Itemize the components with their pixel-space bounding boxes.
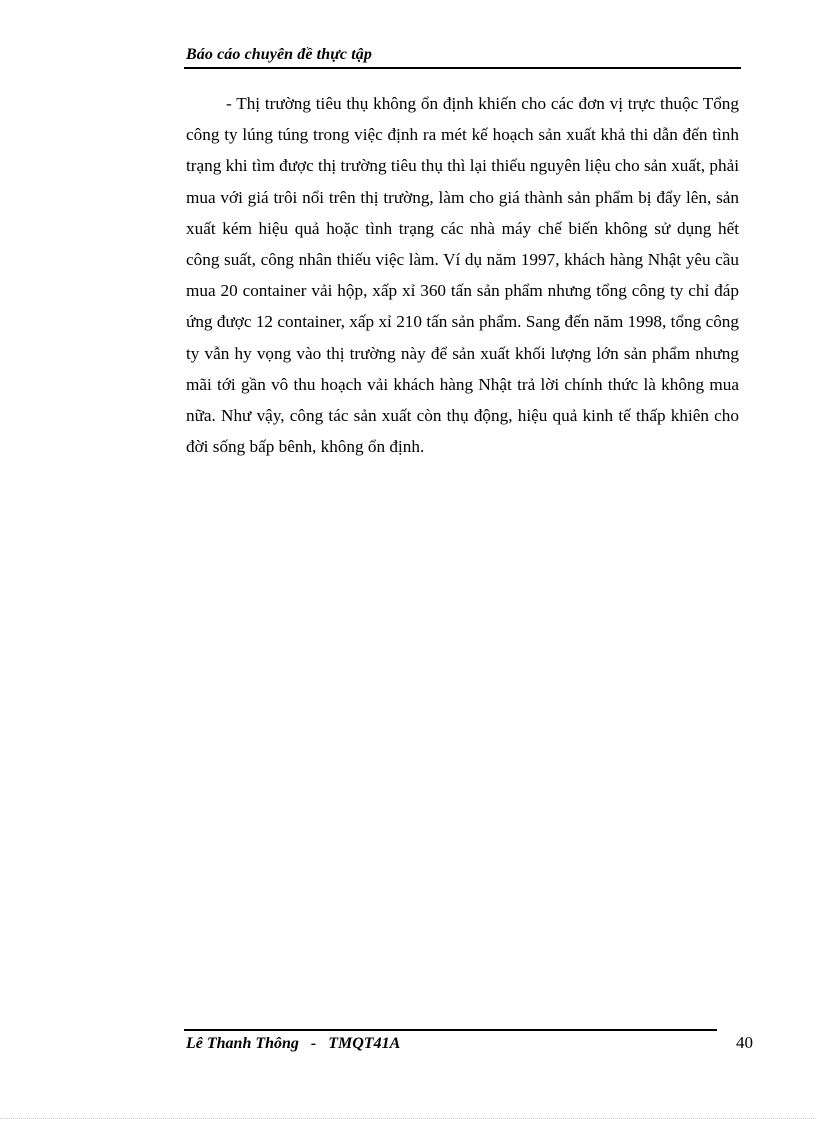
- header-title: Báo cáo chuyên đề thực tập: [186, 46, 372, 63]
- page-bottom-dotted-line: [0, 1118, 816, 1120]
- page-number: 40: [736, 1033, 753, 1052]
- footer-author: Lê Thanh Thông - TMQT41A: [186, 1035, 401, 1052]
- footer-divider: [184, 1029, 717, 1031]
- header-divider: [184, 67, 741, 69]
- body-paragraph: - Thị trường tiêu thụ không ổn định khiến cho các đơn vị trực thuộc Tổng công ty lúng túng trong việc định ra mét kế hoạch sản xuất khả thi dẫn đến tình trạng khi tìm được thị trường tiêu thụ thì lại thiếu nguyên liệu cho sản xuất, phải mua với giá trôi nổi trên thị trường, làm cho giá thành sản phẩm bị đẩy lên, sản xuất kém hiệu quả hoặc tình trạng các nhà máy chế biến không sử dụng hết công suất, công nhân thiếu việc làm. Ví dụ năm 1997, khách hàng Nhật yêu cầu mua 20 container vải hộp, xấp xỉ 360 tấn sản phẩm nhưng tổng công ty chỉ đáp ứng được 12 container, xấp xỉ 210 tấn sản phẩm. Sang đến năm 1998, tổng công ty vẫn hy vọng vào thị trường này để sản xuất khối lượng lớn sản phẩm nhưng mãi tới gần vô thu hoạch vải khách hàng Nhật trả lời chính thức là không mua nữa. Như vậy, công tác sản xuất còn thụ động, hiệu quả kinh tế thấp khiên cho đời sống bấp bênh, không ổn định.: [186, 94, 739, 457]
